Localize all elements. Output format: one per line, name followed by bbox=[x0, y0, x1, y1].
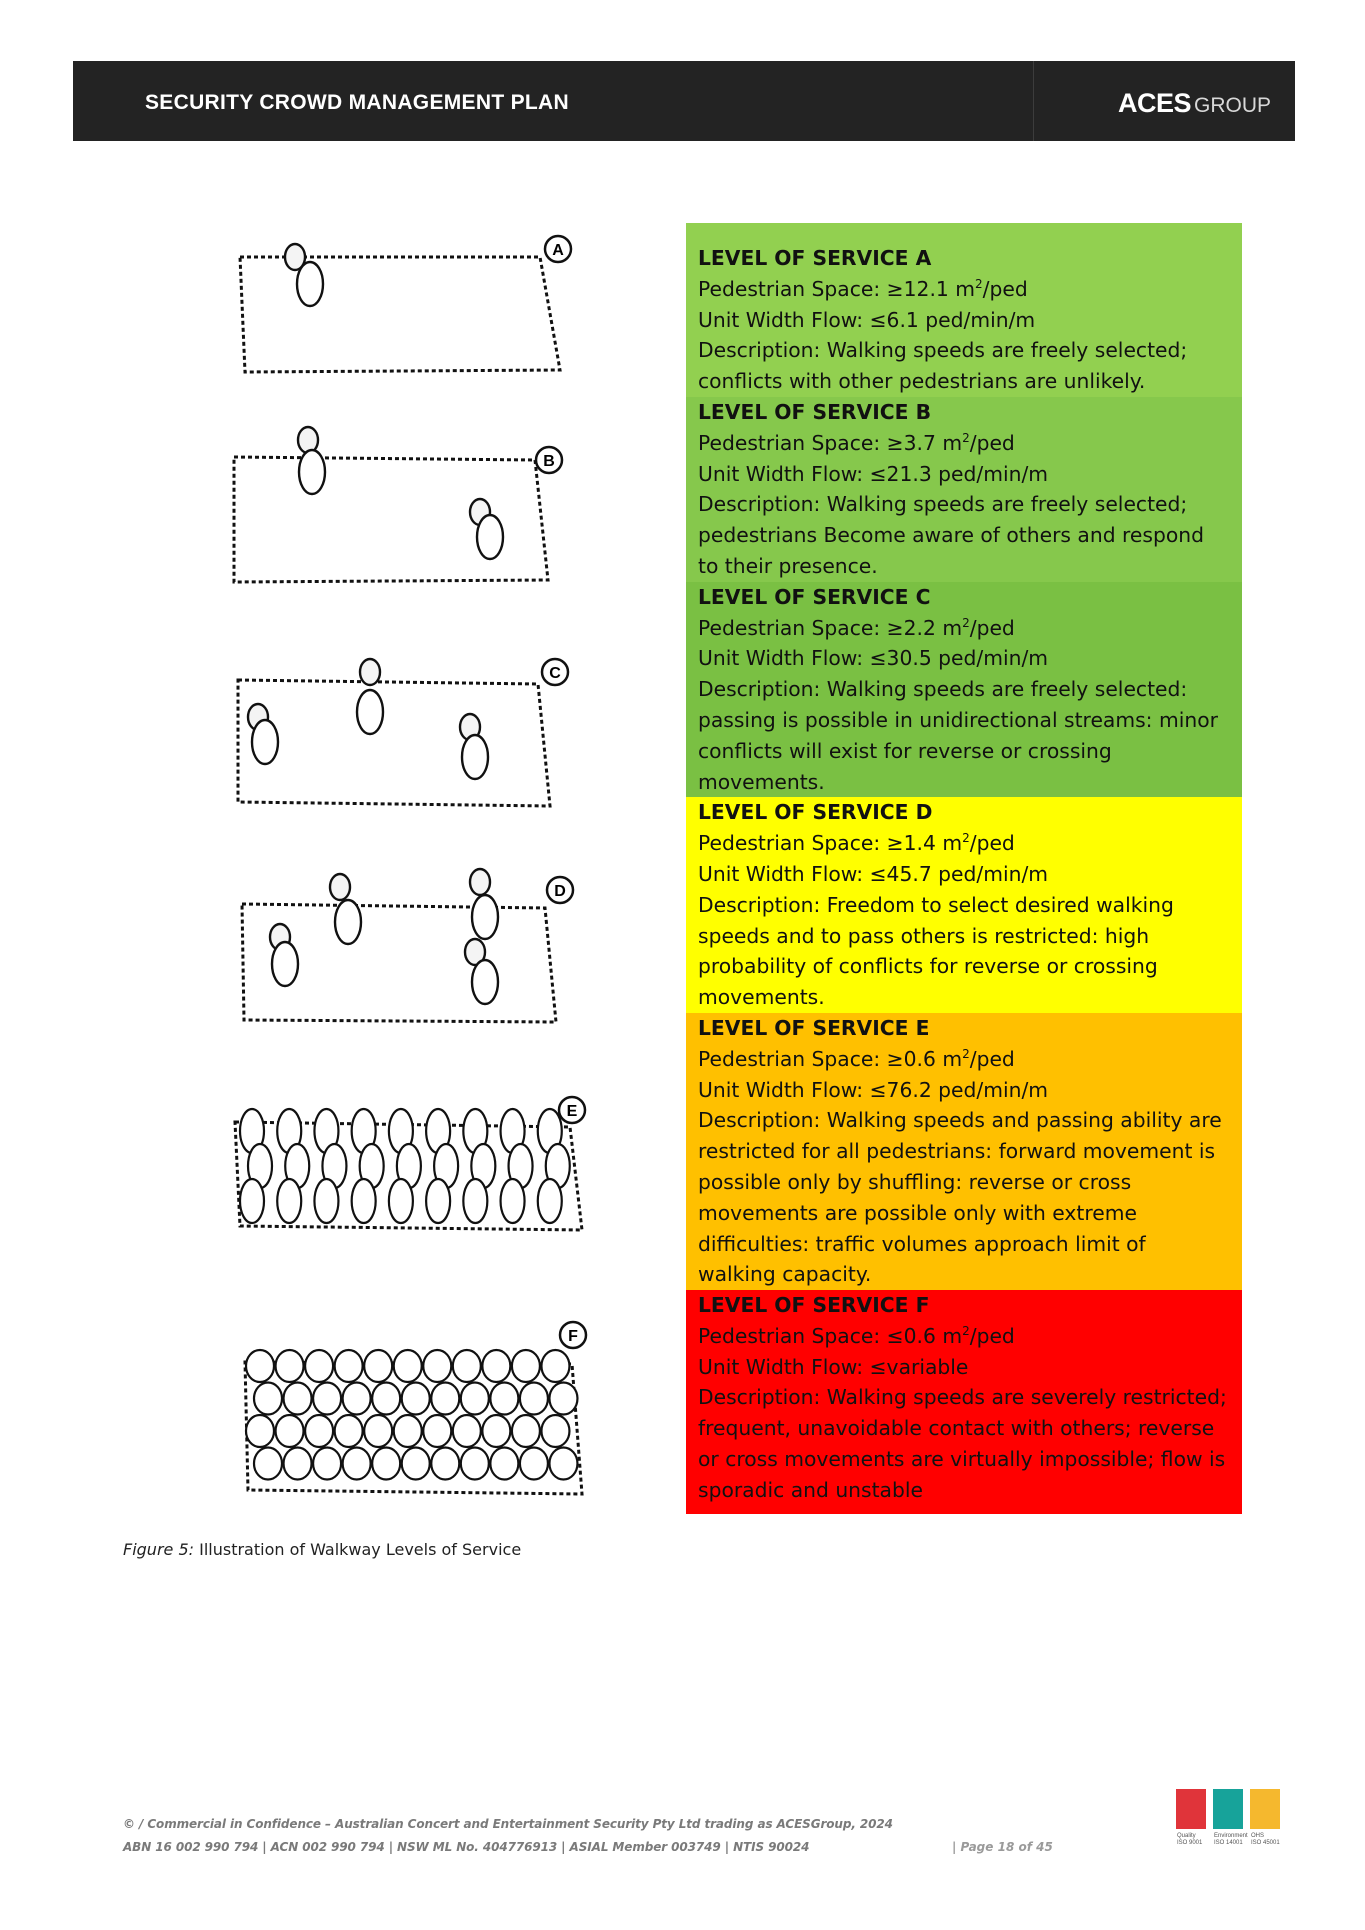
los-heading: LEVEL OF SERVICE A bbox=[698, 246, 932, 270]
los-heading: LEVEL OF SERVICE F bbox=[698, 1293, 930, 1318]
pedestrian-figure bbox=[549, 1383, 577, 1415]
los-pedestrian-space: Pedestrian Space: ≤0.6 $m^2$/ped bbox=[698, 1323, 1015, 1348]
los-description-line: sporadic and unstable bbox=[698, 1477, 923, 1502]
walkway-panel-a bbox=[240, 236, 571, 372]
caption-label: Figure 5: bbox=[123, 1540, 195, 1559]
cert-badge-environment bbox=[1213, 1789, 1248, 1846]
pedestrian-figure bbox=[252, 720, 278, 764]
los-description-line: pedestrians Become aware of others and respond bbox=[698, 523, 1204, 548]
pedestrian-figure bbox=[246, 1350, 274, 1382]
los-row-e bbox=[686, 1013, 1242, 1290]
los-description-line: probability of conflicts for reverse or crossing bbox=[698, 954, 1158, 979]
los-description-line: Description: Walking speeds and passing ability are bbox=[698, 1108, 1222, 1133]
pedestrian-figure bbox=[461, 1448, 489, 1480]
logo-main-text: ACES bbox=[1117, 88, 1191, 118]
level-letter: A bbox=[552, 242, 564, 259]
pedestrian-figure bbox=[453, 1415, 481, 1447]
level-letter: D bbox=[554, 883, 566, 900]
level-letter: B bbox=[543, 453, 555, 470]
los-row-b bbox=[686, 397, 1242, 582]
page-header bbox=[73, 61, 1295, 141]
los-description-line: walking capacity. bbox=[698, 1262, 872, 1287]
cert-badge-name: OHS bbox=[1251, 1833, 1265, 1839]
los-description-line: Description: Walking speeds are severely restricted; bbox=[698, 1385, 1227, 1410]
los-row-d bbox=[686, 797, 1242, 1013]
los-unit-width-flow: Unit Width Flow: ≤45.7 ped/min/m bbox=[698, 861, 1049, 886]
los-description-line: conflicts with other pedestrians are unlikely. bbox=[698, 369, 1146, 394]
walkway-panel-d bbox=[242, 869, 573, 1022]
los-description-line: movements. bbox=[698, 985, 825, 1010]
pedestrian-figure bbox=[541, 1415, 569, 1447]
los-description-line: restricted for all pedestrians: forward movement is bbox=[698, 1139, 1216, 1164]
walkway-boundary bbox=[238, 680, 550, 806]
los-pedestrian-space: Pedestrian Space: ≥2.2 $m^2$/ped bbox=[698, 615, 1015, 640]
pedestrian-figure bbox=[394, 1350, 422, 1382]
caption-text: Illustration of Walkway Levels of Service bbox=[194, 1540, 522, 1559]
pedestrian-figure bbox=[276, 1415, 304, 1447]
los-heading: LEVEL OF SERVICE B bbox=[698, 399, 932, 424]
pedestrian-figure bbox=[472, 960, 498, 1004]
pedestrian-figure bbox=[240, 1179, 264, 1223]
pedestrian-figure bbox=[297, 262, 323, 306]
los-description-line: speeds and to pass others is restricted: high bbox=[698, 923, 1150, 948]
pedestrian-figure bbox=[463, 1179, 487, 1223]
los-description-line: Description: Walking speeds are freely selected: bbox=[698, 677, 1188, 702]
los-description-line: Description: Walking speeds are freely selected; bbox=[698, 338, 1188, 363]
pedestrian-figure bbox=[314, 1179, 338, 1223]
pedestrian-figure bbox=[549, 1448, 577, 1480]
walkway-panel-f bbox=[245, 1322, 586, 1494]
pedestrian-figure bbox=[284, 1448, 312, 1480]
footer-copyright: © / Commercial in Confidence – Australian Concert and Entertainment Security Pty Ltd trading as ACESGroup, 2024 bbox=[123, 1817, 893, 1831]
level-letter: F bbox=[568, 1328, 578, 1345]
pedestrian-figure bbox=[343, 1383, 371, 1415]
los-description-line: passing is possible in unidirectional streams: minor bbox=[698, 707, 1218, 732]
los-description-line: possible only by shuffling: reverse or cross bbox=[698, 1169, 1132, 1194]
pedestrian-figure bbox=[423, 1350, 451, 1382]
pedestrian-figure bbox=[372, 1448, 400, 1480]
pedestrian-figure bbox=[402, 1448, 430, 1480]
pedestrian-figure bbox=[343, 1448, 371, 1480]
los-pedestrian-space: Pedestrian Space: ≥1.4 $m^2$/ped bbox=[698, 831, 1015, 856]
los-description-line: frequent, unavoidable contact with others; reverse bbox=[698, 1416, 1215, 1441]
pedestrian-figure bbox=[360, 659, 380, 685]
pedestrian-figure bbox=[477, 515, 503, 559]
los-description-line: to their presence. bbox=[698, 553, 878, 578]
pedestrian-figure bbox=[246, 1415, 274, 1447]
pedestrian-figure bbox=[462, 735, 488, 779]
pedestrian-figure bbox=[352, 1179, 376, 1223]
pedestrian-figure bbox=[313, 1448, 341, 1480]
document-title: SECURITY CROWD MANAGEMENT PLAN bbox=[145, 91, 569, 114]
walkway-boundary bbox=[240, 257, 560, 372]
los-row-c bbox=[686, 582, 1242, 798]
los-heading: LEVEL OF SERVICE C bbox=[698, 584, 931, 609]
pedestrian-figure bbox=[357, 690, 383, 734]
pedestrian-figure bbox=[482, 1350, 510, 1382]
cert-badge-mark bbox=[1250, 1789, 1280, 1829]
cert-badge-code: ISO 14001 bbox=[1214, 1840, 1243, 1846]
pedestrian-figure bbox=[482, 1415, 510, 1447]
los-unit-width-flow: Unit Width Flow: ≤76.2 ped/min/m bbox=[698, 1077, 1049, 1102]
los-unit-width-flow: Unit Width Flow: ≤21.3 ped/min/m bbox=[698, 461, 1049, 486]
pedestrian-figure bbox=[277, 1179, 301, 1223]
level-letter: C bbox=[549, 665, 561, 682]
pedestrian-figure bbox=[276, 1350, 304, 1382]
los-description-line: Description: Walking speeds are freely selected; bbox=[698, 492, 1188, 517]
level-letter: E bbox=[566, 1103, 578, 1120]
pedestrian-figure bbox=[402, 1383, 430, 1415]
certification-badges bbox=[1174, 1789, 1284, 1853]
pedestrian-figure bbox=[431, 1448, 459, 1480]
pedestrian-figure bbox=[541, 1350, 569, 1382]
walkway-panel-b bbox=[234, 427, 562, 582]
pedestrian-figure bbox=[501, 1179, 525, 1223]
pedestrian-figure bbox=[305, 1350, 333, 1382]
pedestrian-figure bbox=[335, 900, 361, 944]
pedestrian-figure bbox=[490, 1383, 518, 1415]
cert-badge-mark bbox=[1176, 1789, 1206, 1829]
cert-badge-quality bbox=[1176, 1789, 1206, 1846]
header-divider bbox=[1033, 61, 1034, 141]
pedestrian-figure bbox=[335, 1350, 363, 1382]
los-row-a bbox=[686, 223, 1242, 397]
pedestrian-figure bbox=[470, 869, 490, 895]
pedestrian-figure bbox=[298, 427, 318, 453]
los-unit-width-flow: Unit Width Flow: ≤30.5 ped/min/m bbox=[698, 646, 1049, 671]
cert-badge-name: Environment bbox=[1214, 1833, 1248, 1839]
los-pedestrian-space: Pedestrian Space: ≥3.7 $m^2$/ped bbox=[698, 430, 1015, 455]
pedestrian-figure bbox=[490, 1448, 518, 1480]
los-description-line: conflicts will exist for reverse or crossing bbox=[698, 738, 1112, 763]
pedestrian-figure bbox=[305, 1415, 333, 1447]
los-description-line: movements. bbox=[698, 769, 825, 794]
cert-badge-name: Quality bbox=[1177, 1833, 1196, 1839]
pedestrian-figure bbox=[364, 1415, 392, 1447]
pedestrian-figure bbox=[461, 1383, 489, 1415]
cert-badge-mark bbox=[1213, 1789, 1243, 1829]
pedestrian-figure bbox=[520, 1383, 548, 1415]
cert-badge-code: ISO 9001 bbox=[1177, 1840, 1203, 1846]
los-pedestrian-space: Pedestrian Space: ≥0.6 $m^2$/ped bbox=[698, 1046, 1015, 1071]
pedestrian-figure bbox=[313, 1383, 341, 1415]
logo-sub-text: GROUP bbox=[1193, 94, 1271, 117]
los-heading: LEVEL OF SERVICE E bbox=[698, 1015, 930, 1040]
pedestrian-figure bbox=[254, 1383, 282, 1415]
pedestrian-figure bbox=[472, 895, 498, 939]
level-of-service-table bbox=[686, 223, 1242, 1514]
pedestrian-figure bbox=[364, 1350, 392, 1382]
los-heading: LEVEL OF SERVICE D bbox=[698, 800, 933, 825]
los-row-f bbox=[686, 1290, 1242, 1514]
los-description-line: Description: Freedom to select desired walking bbox=[698, 892, 1174, 917]
pedestrian-figure bbox=[372, 1383, 400, 1415]
cert-badge-ohs bbox=[1250, 1789, 1280, 1846]
pedestrian-figure bbox=[538, 1179, 562, 1223]
pedestrian-figure bbox=[512, 1415, 540, 1447]
los-pedestrian-space: Pedestrian Space: ≥12.1 $m^2$/ped bbox=[698, 276, 1028, 301]
pedestrian-figure bbox=[335, 1415, 363, 1447]
pedestrian-figure bbox=[394, 1415, 422, 1447]
pedestrian-figure bbox=[254, 1448, 282, 1480]
pedestrian-figure bbox=[512, 1350, 540, 1382]
pedestrian-figure bbox=[453, 1350, 481, 1382]
los-description-line: difficulties: traffic volumes approach limit of bbox=[698, 1231, 1146, 1256]
los-description-line: or cross movements are virtually impossible; flow is bbox=[698, 1447, 1226, 1472]
walkway-panel-e bbox=[235, 1097, 585, 1230]
footer-registration: ABN 16 002 990 794 | ACN 002 990 794 | NSW ML No. 404776913 | ASIAL Member 003749 | NTIS 90024 bbox=[123, 1840, 810, 1854]
pedestrian-figure bbox=[431, 1383, 459, 1415]
walkway-boundary bbox=[234, 457, 548, 582]
pedestrian-figure bbox=[426, 1179, 450, 1223]
pedestrian-figure bbox=[389, 1179, 413, 1223]
figure-caption bbox=[123, 1540, 521, 1559]
walkway-illustrations bbox=[220, 222, 600, 1512]
pedestrian-figure bbox=[330, 874, 350, 900]
aces-group-logo bbox=[1118, 61, 1271, 141]
cert-badge-code: ISO 45001 bbox=[1251, 1840, 1280, 1846]
pedestrian-figure bbox=[520, 1448, 548, 1480]
los-unit-width-flow: Unit Width Flow: ≤variable bbox=[698, 1354, 969, 1379]
los-unit-width-flow: Unit Width Flow: ≤6.1 ped/min/m bbox=[698, 307, 1036, 332]
los-description-line: movements are possible only with extreme bbox=[698, 1200, 1137, 1225]
pedestrian-figure bbox=[272, 942, 298, 986]
pedestrian-figure bbox=[284, 1383, 312, 1415]
page-number: | Page 18 of 45 bbox=[952, 1840, 1053, 1854]
pedestrian-figure bbox=[299, 450, 325, 494]
walkway-panel-c bbox=[238, 659, 568, 806]
pedestrian-figure bbox=[423, 1415, 451, 1447]
